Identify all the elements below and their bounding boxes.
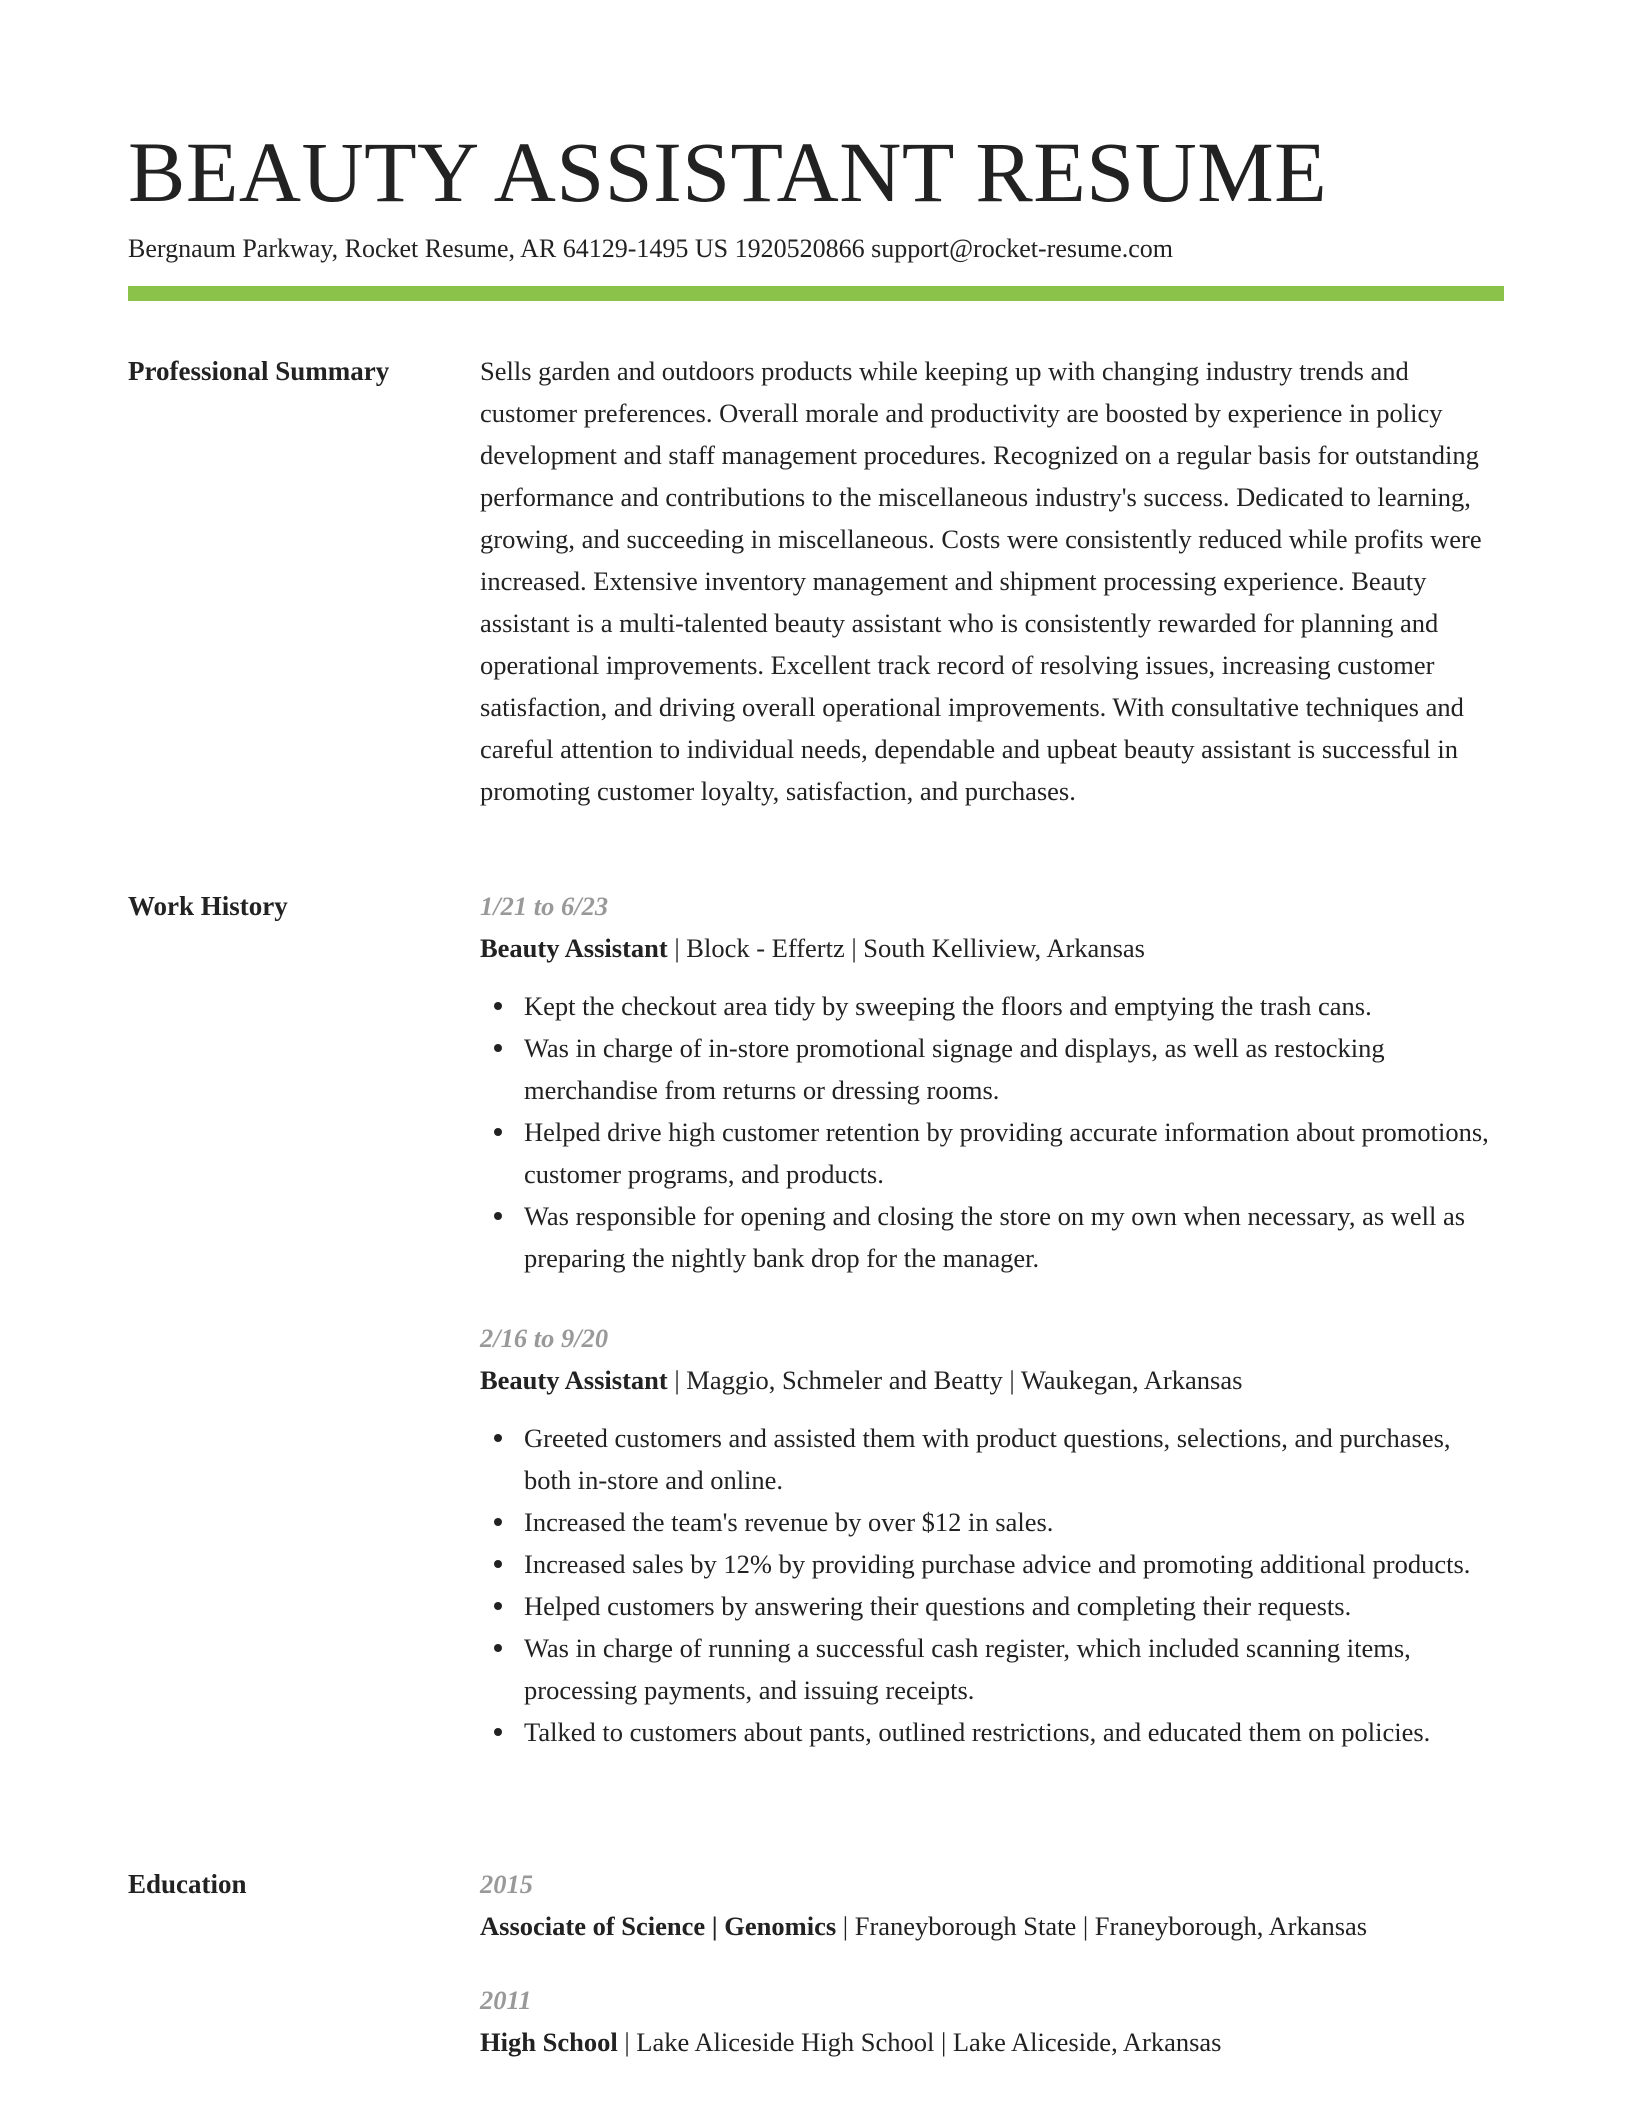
education-degree: Associate of Science | Genomics — [480, 1911, 837, 1941]
work-history-heading: Work History — [128, 891, 288, 921]
duty-item: Talked to customers about pants, outlined restrictions, and educated them on policies. — [480, 1711, 1504, 1753]
work-history-section — [480, 885, 1504, 1753]
duty-item: Was in charge of in-store promotional signage and displays, as well as restocking merchandise from returns or dressing rooms. — [480, 1027, 1504, 1111]
education-entry — [480, 1979, 1504, 2063]
education-spacer — [480, 1947, 1504, 1979]
summary-section — [480, 350, 1504, 812]
duty-item: Greeted customers and assisted them with product questions, selections, and purchases, both in-store and online. — [480, 1417, 1504, 1501]
job-dates: 2/16 to 9/20 — [480, 1323, 609, 1353]
duty-item: Was responsible for opening and closing the store on my own when necessary, as well as preparing the nightly bank drop for the manager. — [480, 1195, 1504, 1279]
education-details: | Lake Aliceside High School | Lake Aliceside, Arkansas — [617, 2027, 1222, 2057]
education-section — [480, 1863, 1504, 2063]
education-degree: High School — [480, 2027, 618, 2057]
education-line — [480, 1905, 1504, 1947]
education-details: | Franeyborough State | Franeyborough, Arkansas — [836, 1911, 1368, 1941]
job-role-line — [480, 1359, 1504, 1401]
education-heading: Education — [128, 1869, 247, 1899]
job-details: | Block - Effertz | South Kelliview, Arkansas — [667, 933, 1145, 963]
duty-item: Helped drive high customer retention by providing accurate information about promotions, customer programs, and products. — [480, 1111, 1504, 1195]
summary-heading: Professional Summary — [128, 356, 390, 386]
duty-item: Helped customers by answering their questions and completing their requests. — [480, 1585, 1504, 1627]
job-entry — [480, 885, 1504, 1279]
job-entry — [480, 1317, 1504, 1753]
duty-item: Increased the team's revenue by over $12 in sales. — [480, 1501, 1504, 1543]
job-spacer — [480, 1279, 1504, 1317]
accent-divider — [128, 286, 1504, 301]
education-year: 2011 — [480, 1985, 532, 2015]
job-role-line — [480, 927, 1504, 969]
job-duties — [480, 985, 1504, 1279]
contact-info: Bergnaum Parkway, Rocket Resume, AR 64129-1495 US 1920520866 support@rocket-resume.com — [128, 234, 1174, 263]
job-details: | Maggio, Schmeler and Beatty | Waukegan, Arkansas — [667, 1365, 1243, 1395]
resume-title: BEAUTY ASSISTANT RESUME — [128, 124, 1328, 220]
duty-item: Kept the checkout area tidy by sweeping the floors and emptying the trash cans. — [480, 985, 1504, 1027]
job-dates: 1/21 to 6/23 — [480, 891, 609, 921]
duty-item: Increased sales by 12% by providing purchase advice and promoting additional products. — [480, 1543, 1504, 1585]
education-entry — [480, 1863, 1504, 1947]
job-title: Beauty Assistant — [480, 933, 668, 963]
job-title: Beauty Assistant — [480, 1365, 668, 1395]
job-duties — [480, 1417, 1504, 1753]
duty-item: Was in charge of running a successful cash register, which included scanning items, processing payments, and issuing receipts. — [480, 1627, 1504, 1711]
education-year: 2015 — [480, 1869, 533, 1899]
summary-text: Sells garden and outdoors products while keeping up with changing industry trends and customer preferences. Overall morale and productivity are boosted by experience in policy development and staff management procedures. Recognized on a regular basis for outstanding performance and contributions to the miscellaneous industry's success. Dedicated to learning, growing, and succeeding in miscellaneous. Costs were consistently reduced while profits were increased. Extensive inventory management and shipment processing experience. Beauty assistant is a multi-talented beauty assistant who is consistently rewarded for planning and operational improvements. Excellent track record of resolving issues, increasing customer satisfaction, and driving overall operational improvements. With consultative techniques and careful attention to individual needs, dependable and upbeat beauty assistant is successful in promoting customer loyalty, satisfaction, and purchases. — [480, 356, 1482, 806]
education-line — [480, 2021, 1504, 2063]
